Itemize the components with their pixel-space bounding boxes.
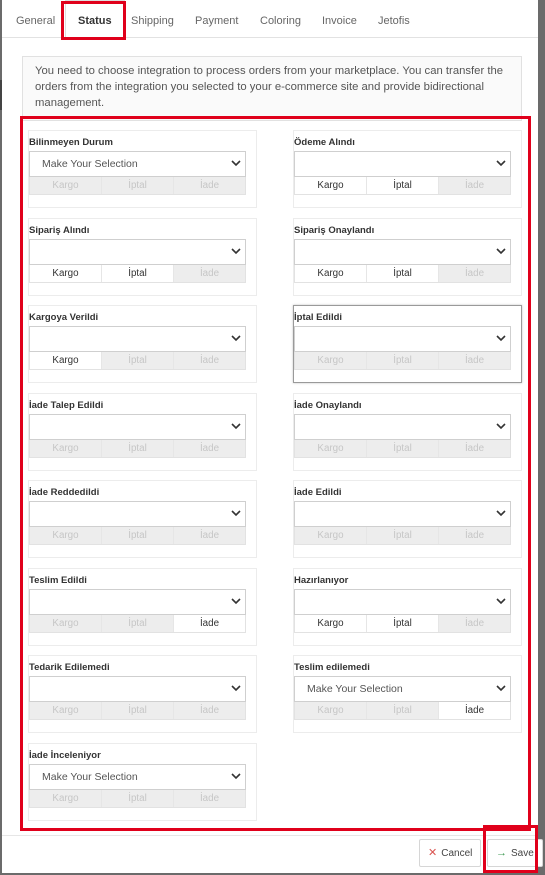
status-card bbox=[28, 393, 257, 471]
iade-button[interactable]: İade bbox=[174, 177, 245, 194]
chevron-down-icon bbox=[231, 509, 241, 517]
chevron-down-icon bbox=[496, 684, 506, 692]
iptal-button[interactable]: İptal bbox=[367, 702, 439, 719]
iade-button[interactable]: İade bbox=[439, 440, 510, 457]
chevron-down-icon bbox=[231, 597, 241, 605]
iade-button[interactable]: İade bbox=[439, 615, 510, 632]
status-label: İptal Edildi bbox=[294, 312, 343, 323]
status-card bbox=[293, 130, 522, 208]
save-button[interactable] bbox=[487, 839, 543, 867]
status-card bbox=[28, 743, 257, 821]
chevron-down-icon bbox=[496, 509, 506, 517]
kargo-button[interactable]: Kargo bbox=[30, 177, 102, 194]
iade-button[interactable]: İade bbox=[439, 352, 510, 369]
chevron-down-icon bbox=[496, 159, 506, 167]
tab-payment[interactable]: Payment bbox=[195, 15, 239, 27]
iade-button[interactable]: İade bbox=[174, 527, 245, 544]
kargo-button[interactable]: Kargo bbox=[295, 265, 367, 282]
status-label: Kargoya Verildi bbox=[29, 312, 99, 323]
status-select[interactable] bbox=[29, 414, 246, 440]
iptal-button[interactable]: İptal bbox=[102, 790, 174, 807]
kargo-button[interactable]: Kargo bbox=[30, 702, 102, 719]
chevron-down-icon bbox=[496, 334, 506, 342]
iptal-button[interactable]: İptal bbox=[102, 440, 174, 457]
status-label: Bilinmeyen Durum bbox=[29, 137, 113, 148]
kargo-button[interactable]: Kargo bbox=[295, 177, 367, 194]
chevron-down-icon bbox=[231, 422, 241, 430]
tab-invoice[interactable]: Invoice bbox=[322, 15, 357, 27]
status-select[interactable] bbox=[294, 676, 511, 702]
status-label: Sipariş Onaylandı bbox=[294, 224, 375, 236]
status-select-value: Make Your Selection bbox=[42, 770, 138, 783]
iade-button[interactable]: İade bbox=[174, 440, 245, 457]
kargo-button[interactable]: Kargo bbox=[30, 440, 102, 457]
status-select[interactable] bbox=[294, 501, 511, 527]
chevron-down-icon bbox=[231, 159, 241, 167]
tab-jetofis[interactable]: Jetofis bbox=[378, 15, 410, 27]
action-button-group bbox=[29, 177, 246, 195]
tab-status[interactable]: Status bbox=[65, 0, 125, 38]
chevron-down-icon bbox=[496, 247, 506, 255]
status-select-value: Make Your Selection bbox=[307, 683, 403, 695]
iptal-button[interactable]: İptal bbox=[102, 615, 174, 632]
info-message bbox=[22, 56, 522, 121]
action-button-group bbox=[29, 527, 246, 545]
kargo-button[interactable]: Kargo bbox=[30, 527, 102, 544]
save-label: Save bbox=[511, 848, 534, 859]
kargo-button[interactable]: Kargo bbox=[295, 527, 367, 544]
kargo-button[interactable]: Kargo bbox=[30, 615, 102, 632]
action-button-group bbox=[294, 527, 511, 545]
status-label: Hazırlanıyor bbox=[294, 574, 349, 586]
status-select-value: Make Your Selection bbox=[42, 158, 138, 170]
chevron-down-icon bbox=[496, 422, 506, 430]
arrow-right-icon: → bbox=[496, 847, 507, 859]
chevron-down-icon bbox=[231, 247, 241, 255]
status-select[interactable] bbox=[29, 239, 246, 265]
action-button-group bbox=[294, 702, 511, 720]
status-select[interactable] bbox=[294, 239, 511, 265]
status-select[interactable] bbox=[294, 589, 511, 615]
status-label: İade Onaylandı bbox=[294, 399, 362, 411]
iade-button[interactable]: İade bbox=[174, 702, 245, 719]
action-button-group bbox=[294, 615, 511, 633]
chevron-down-icon bbox=[231, 772, 241, 780]
iptal-button[interactable]: İptal bbox=[367, 440, 439, 457]
kargo-button[interactable]: Kargo bbox=[295, 615, 367, 632]
times-icon: ✕ bbox=[428, 847, 438, 859]
chevron-down-icon bbox=[496, 597, 506, 605]
iade-button[interactable]: İade bbox=[174, 352, 245, 369]
status-label: Ödeme Alındı bbox=[294, 137, 355, 148]
status-label: Sipariş Alındı bbox=[29, 224, 90, 236]
status-card bbox=[28, 305, 257, 383]
status-select[interactable] bbox=[294, 414, 511, 440]
action-button-group bbox=[294, 440, 511, 458]
info-line-2: orders from the integration you selected to your e-commerce site and provide bidirectional bbox=[35, 81, 484, 93]
kargo-button[interactable]: Kargo bbox=[30, 265, 102, 282]
tab-shipping[interactable]: Shipping bbox=[131, 15, 174, 27]
iptal-button[interactable]: İptal bbox=[367, 527, 439, 544]
iade-button[interactable]: İade bbox=[439, 177, 510, 194]
chevron-down-icon bbox=[231, 334, 241, 342]
status-card bbox=[28, 130, 257, 208]
status-card bbox=[293, 393, 522, 471]
status-card bbox=[293, 480, 522, 558]
kargo-button[interactable]: Kargo bbox=[295, 352, 367, 369]
info-line-3: management. bbox=[35, 97, 105, 109]
integration-settings-modal bbox=[2, 0, 538, 873]
status-select[interactable] bbox=[29, 326, 246, 352]
iade-button[interactable]: İade bbox=[174, 790, 245, 807]
tab-coloring[interactable]: Coloring bbox=[260, 15, 301, 27]
iptal-button[interactable]: İptal bbox=[367, 615, 439, 632]
action-button-group bbox=[29, 352, 246, 370]
status-card bbox=[293, 218, 522, 296]
status-select[interactable] bbox=[294, 326, 511, 352]
cancel-button[interactable] bbox=[419, 839, 481, 867]
chevron-down-icon bbox=[231, 684, 241, 692]
kargo-button[interactable]: Kargo bbox=[30, 790, 102, 807]
status-card bbox=[28, 655, 257, 733]
status-label: İade Talep Edildi bbox=[29, 399, 104, 411]
iptal-button[interactable]: İptal bbox=[367, 177, 439, 194]
iptal-button[interactable]: İptal bbox=[367, 265, 439, 282]
action-button-group bbox=[294, 177, 511, 195]
status-card bbox=[293, 568, 522, 646]
iptal-button[interactable]: İptal bbox=[367, 352, 439, 369]
tab-bar bbox=[2, 0, 538, 38]
action-button-group bbox=[294, 265, 511, 283]
status-card bbox=[28, 480, 257, 558]
iade-button[interactable]: İade bbox=[439, 527, 510, 544]
action-button-group bbox=[29, 790, 246, 808]
iptal-button[interactable]: İptal bbox=[102, 352, 174, 369]
status-card bbox=[293, 655, 522, 733]
status-label: İade İnceleniyor bbox=[29, 749, 101, 761]
status-select[interactable] bbox=[29, 764, 246, 790]
status-select[interactable] bbox=[294, 151, 511, 177]
iptal-button[interactable]: İptal bbox=[102, 177, 174, 194]
action-button-group bbox=[29, 615, 246, 633]
info-line-1: You need to choose integration to process orders from your marketplace. You can transfer the bbox=[35, 65, 504, 77]
cancel-label: Cancel bbox=[441, 848, 473, 859]
status-card bbox=[293, 305, 522, 383]
status-select[interactable] bbox=[29, 501, 246, 527]
status-label: İade Reddedildi bbox=[29, 487, 100, 498]
status-label: İade Edildi bbox=[294, 487, 342, 498]
iade-button[interactable]: İade bbox=[174, 615, 245, 632]
status-select[interactable] bbox=[29, 589, 246, 615]
action-button-group bbox=[294, 352, 511, 370]
kargo-button[interactable]: Kargo bbox=[30, 352, 102, 369]
action-button-group bbox=[29, 440, 246, 458]
status-select[interactable] bbox=[29, 676, 246, 702]
status-select[interactable] bbox=[29, 151, 246, 177]
footer-divider bbox=[2, 835, 538, 836]
iade-button[interactable]: İade bbox=[174, 265, 245, 282]
status-label: Teslim Edildi bbox=[29, 574, 87, 586]
kargo-button[interactable]: Kargo bbox=[295, 440, 367, 457]
status-label: Teslim edilemedi bbox=[294, 662, 370, 673]
iptal-button[interactable]: İptal bbox=[102, 265, 174, 282]
tab-general[interactable]: General bbox=[16, 15, 56, 27]
status-card bbox=[28, 568, 257, 646]
iade-button[interactable]: İade bbox=[439, 702, 510, 719]
kargo-button[interactable]: Kargo bbox=[295, 702, 367, 719]
iptal-button[interactable]: İptal bbox=[102, 702, 174, 719]
iade-button[interactable]: İade bbox=[439, 265, 510, 282]
status-card bbox=[28, 218, 257, 296]
action-button-group bbox=[29, 265, 246, 283]
action-button-group bbox=[29, 702, 246, 720]
status-label: Tedarik Edilemedi bbox=[29, 662, 110, 673]
iptal-button[interactable]: İptal bbox=[102, 527, 174, 544]
